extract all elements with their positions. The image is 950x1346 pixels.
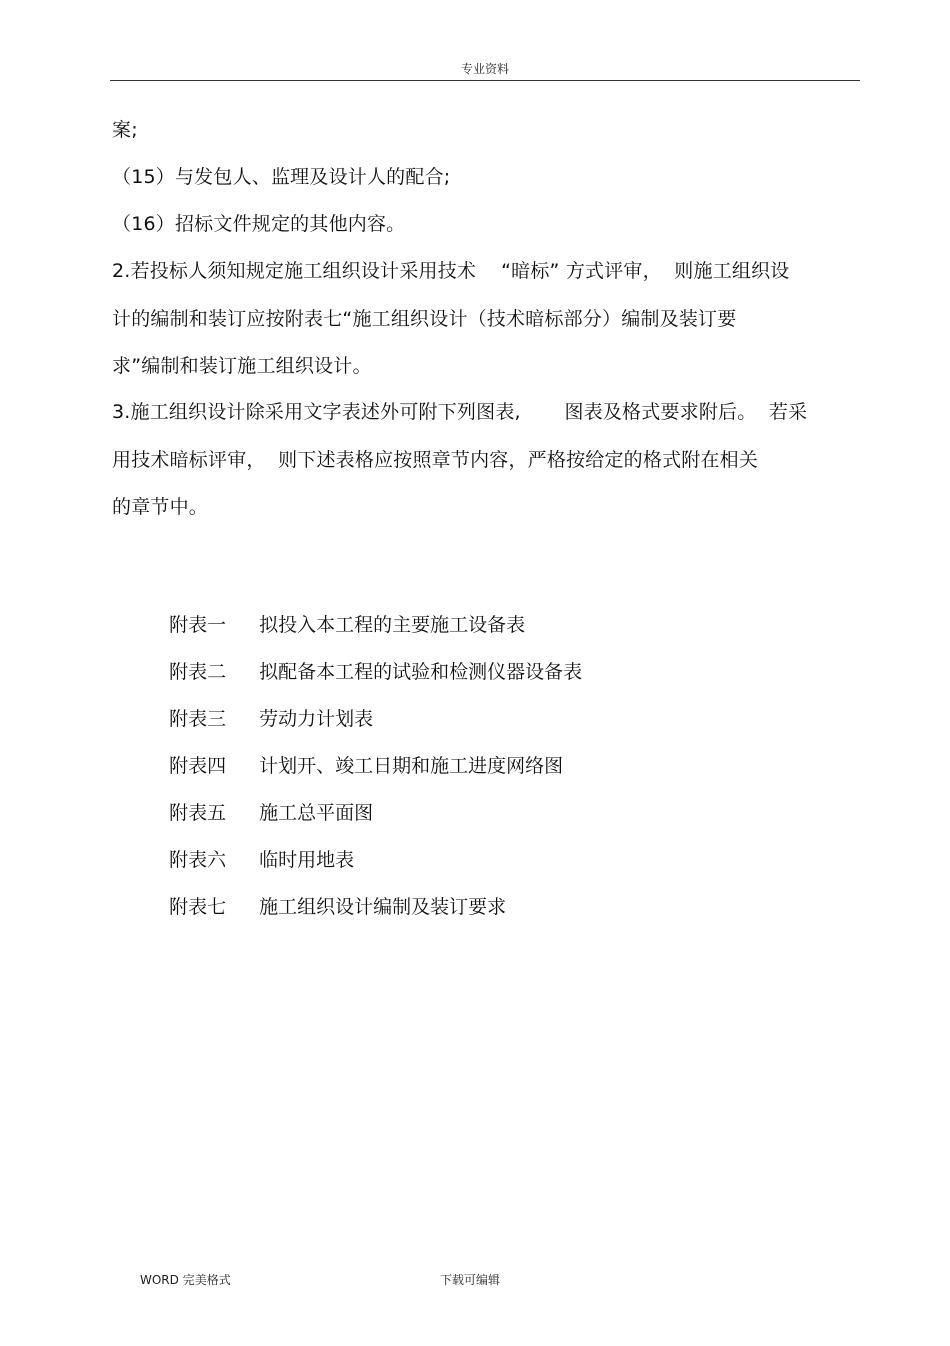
body-line: 求”编制和装订施工组织设计。 (112, 355, 372, 377)
appendix-label: 附表六 (169, 849, 227, 871)
body-line: 用技术暗标评审， 则下述表格应按照章节内容，严格按给定的格式附在相关 (112, 449, 759, 471)
page-header: 专业资料 (460, 62, 509, 76)
header-divider (110, 80, 860, 81)
appendix-label: 附表三 (169, 708, 227, 730)
body-line: 计的编制和装订应按附表七“施工组织设计（技术暗标部分）编制及装订要 (112, 308, 737, 330)
body-line: 案; (112, 119, 138, 141)
body-line: （15）与发包人、监理及设计人的配合; (112, 166, 451, 188)
appendix-label: 附表二 (169, 661, 227, 683)
appendix-item (157, 683, 373, 731)
appendix-label: 附表一 (169, 614, 227, 636)
appendix-title: 劳动力计划表 (259, 708, 374, 730)
appendix-item (157, 589, 525, 637)
appendix-title: 计划开、竣工日期和施工进度网络图 (259, 755, 564, 777)
footer-left-text: WORD 完美格式 (140, 1273, 231, 1287)
appendix-title: 施工组织设计编制及装订要求 (259, 896, 507, 918)
footer-center-text: 下载可编辑 (440, 1273, 501, 1287)
appendix-item (157, 824, 354, 872)
appendix-label: 附表五 (169, 802, 227, 824)
body-line: 的章节中。 (112, 496, 209, 518)
appendix-item (157, 871, 506, 919)
appendix-title: 施工总平面图 (259, 802, 374, 824)
appendix-item (157, 636, 582, 684)
appendix-label: 附表四 (169, 755, 227, 777)
appendix-item (157, 777, 373, 825)
appendix-title: 临时用地表 (259, 849, 355, 871)
body-line: 3.施工组织设计除采用文字表述外可附下列图表, 图表及格式要求附后。 若采 (112, 401, 808, 423)
body-line: （16）招标文件规定的其他内容。 (112, 213, 406, 235)
body-line: 2.若投标人须知规定施工组织设计采用技术 “暗标” 方式评审， 则施工组织设 (112, 260, 790, 282)
appendix-label: 附表七 (169, 896, 227, 918)
appendix-item (157, 730, 563, 778)
appendix-title: 拟配备本工程的试验和检测仪器设备表 (259, 661, 583, 683)
appendix-title: 拟投入本工程的主要施工设备表 (259, 614, 526, 636)
